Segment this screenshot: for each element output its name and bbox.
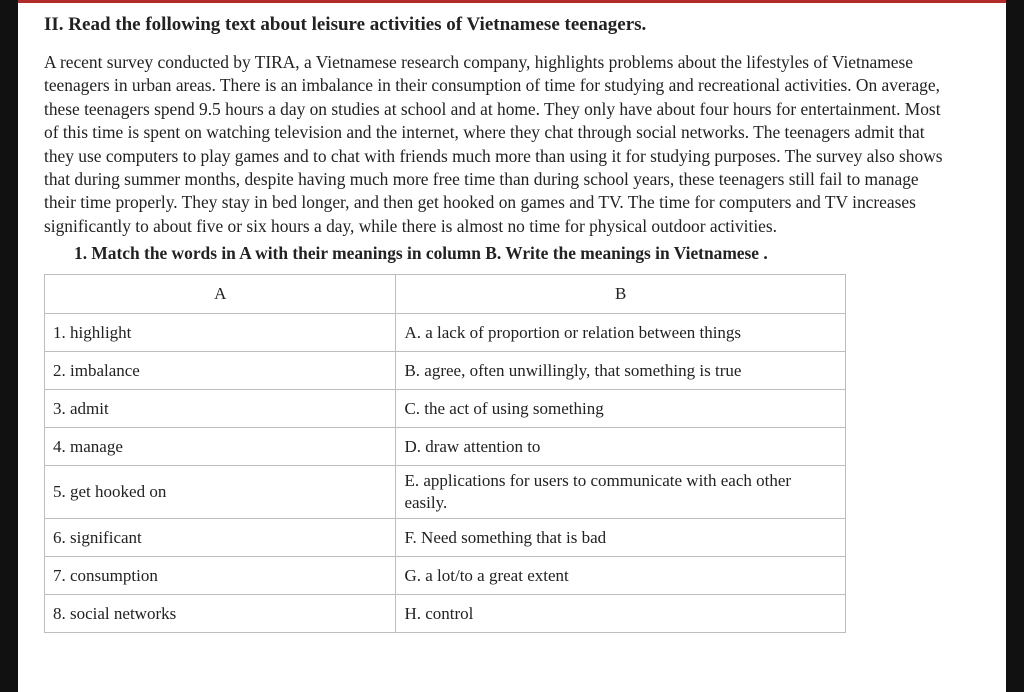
word-cell: 5. get hooked on xyxy=(45,466,396,519)
content xyxy=(44,13,954,633)
document-page xyxy=(18,0,1006,692)
column-b-header: B xyxy=(396,275,846,314)
question-instruction: 1. Match the words in A with their meanings in column B. Write the meanings in Vietnamese . xyxy=(74,243,768,264)
meaning-cell: H. control xyxy=(396,595,846,633)
matching-table xyxy=(44,274,846,633)
word-cell: 7. consumption xyxy=(45,557,396,595)
meaning-cell: F. Need something that is bad xyxy=(396,519,846,557)
word-cell: 8. social networks xyxy=(45,595,396,633)
table-row xyxy=(45,314,846,352)
table-row xyxy=(45,557,846,595)
meaning-cell: E. applications for users to communicate with each other easily. xyxy=(396,466,846,519)
left-dark-border xyxy=(0,0,18,692)
word-cell: 1. highlight xyxy=(45,314,396,352)
section-heading: II. Read the following text about leisure activities of Vietnamese teenagers. xyxy=(44,14,647,35)
column-a-header: A xyxy=(45,275,396,314)
word-cell: 3. admit xyxy=(45,390,396,428)
word-cell: 4. manage xyxy=(45,428,396,466)
table-row xyxy=(45,595,846,633)
right-dark-border xyxy=(1006,0,1024,692)
meaning-cell: A. a lack of proportion or relation between things xyxy=(396,314,846,352)
reading-passage: A recent survey conducted by TIRA, a Vietnamese research company, highlights problems about the lifestyles of Vietnamese teenagers in urban areas. There is an imbalance in their consumption of time for studying and recreational activities. On average, these teenagers spend 9.5 hours a day on studies at school and at home. They only have about four hours for entertainment. Most of this time is spent on watching television and the internet, where they chat through social networks. The teenagers admit that they use computers to play games and to chat with friends much more than using it for studying purposes. The survey also shows that during summer months, despite having much more free time than during school years, these teenagers still fail to manage their time properly. They stay in bed longer, and then get hooked on games and TV. The time for computers and TV increases significantly to about five or six hours a day, while there is almost no time for physical outdoor activities. xyxy=(44,52,943,236)
meaning-cell: D. draw attention to xyxy=(396,428,846,466)
table-row xyxy=(45,466,846,519)
table-row xyxy=(45,428,846,466)
meaning-cell: C. the act of using something xyxy=(396,390,846,428)
word-cell: 6. significant xyxy=(45,519,396,557)
table-row xyxy=(45,352,846,390)
table-row xyxy=(45,390,846,428)
table-row xyxy=(45,519,846,557)
table-header-row xyxy=(45,275,846,314)
meaning-cell: G. a lot/to a great extent xyxy=(396,557,846,595)
word-cell: 2. imbalance xyxy=(45,352,396,390)
meaning-cell: B. agree, often unwillingly, that something is true xyxy=(396,352,846,390)
